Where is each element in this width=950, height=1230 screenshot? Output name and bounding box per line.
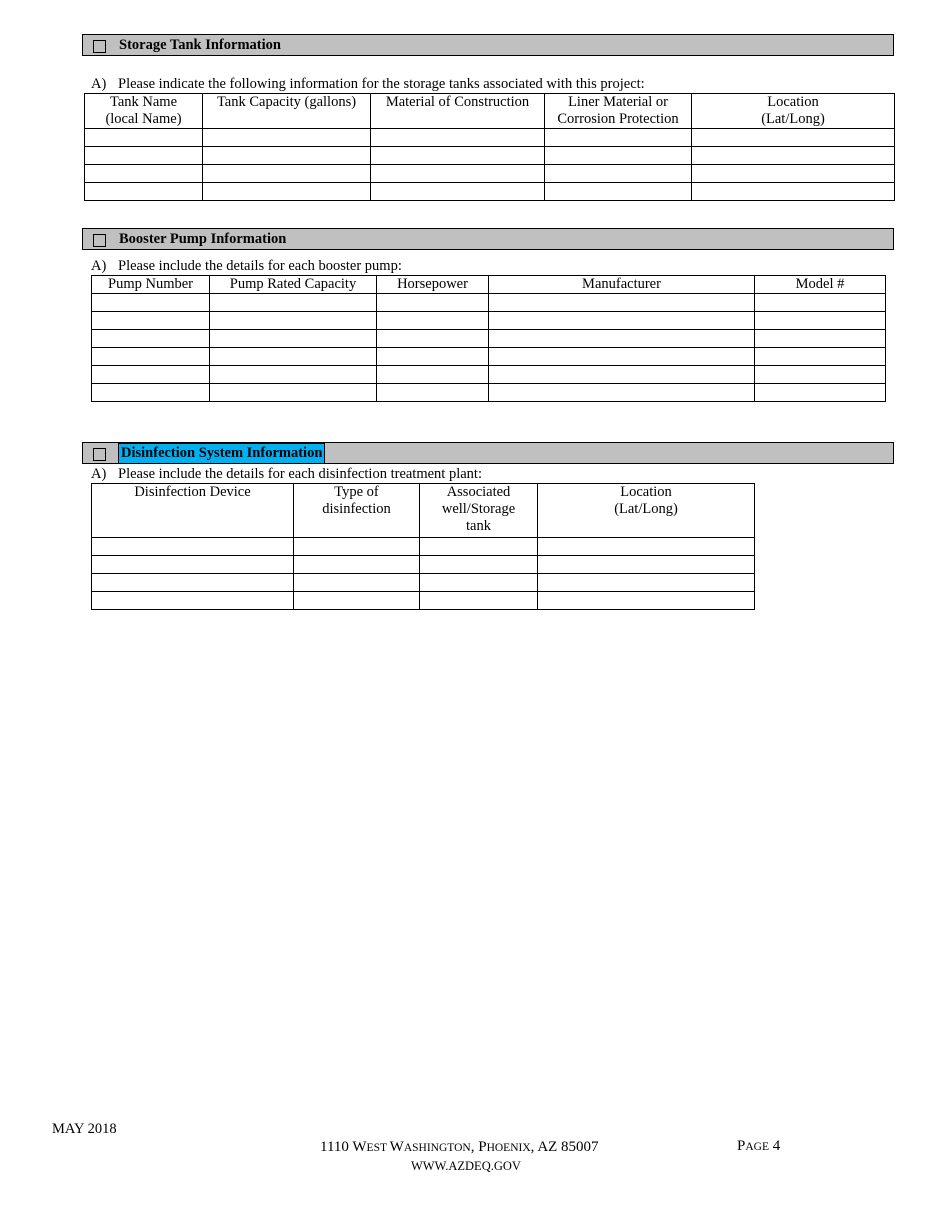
booster-pump-table — [91, 275, 886, 402]
header-material: Material of Construction — [371, 94, 545, 129]
table-row — [92, 538, 755, 556]
header-model: Model # — [755, 276, 886, 294]
header-associated-well: Associated well/Storage tank — [420, 484, 538, 538]
header-horsepower: Horsepower — [377, 276, 489, 294]
header-location: Location (Lat/Long) — [692, 94, 895, 129]
table-row — [92, 366, 886, 384]
storage-section-header — [82, 34, 894, 56]
table-header-row — [92, 276, 886, 294]
storage-section-checkbox[interactable] — [93, 40, 106, 53]
header-disinfection-type: Type of disinfection — [294, 484, 420, 538]
table-row — [85, 165, 895, 183]
header-liner-material: Liner Material or Corrosion Protection — [545, 94, 692, 129]
table-row — [92, 592, 755, 610]
footer-website: WWW.AZDEQ.GOV — [411, 1159, 521, 1173]
disinfection-table — [91, 483, 755, 610]
table-row — [85, 183, 895, 201]
table-row — [92, 384, 886, 402]
table-header-row — [92, 484, 755, 538]
table-row — [92, 294, 886, 312]
footer-date: MAY 2018 — [52, 1121, 117, 1137]
disinfection-section-title: Disinfection System Information — [118, 443, 325, 464]
table-row — [92, 574, 755, 592]
booster-instruction: A) Please include the details for each booster pump: — [91, 258, 402, 274]
disinfection-section-checkbox[interactable] — [93, 448, 106, 461]
booster-section-title: Booster Pump Information — [119, 231, 287, 247]
header-pump-capacity: Pump Rated Capacity — [210, 276, 377, 294]
table-row — [92, 312, 886, 330]
storage-section-title: Storage Tank Information — [119, 37, 281, 53]
booster-section-header — [82, 228, 894, 250]
header-pump-number: Pump Number — [92, 276, 210, 294]
table-row — [85, 129, 895, 147]
disinfection-instruction: A) Please include the details for each disinfection treatment plant: — [91, 466, 482, 482]
header-tank-capacity: Tank Capacity (gallons) — [203, 94, 371, 129]
footer-address: 1110 WEST WASHINGTON, PHOENIX, AZ 85007 — [320, 1139, 599, 1155]
disinfection-section-header — [82, 442, 894, 464]
storage-tank-table — [84, 93, 895, 201]
header-manufacturer: Manufacturer — [489, 276, 755, 294]
table-row — [85, 147, 895, 165]
table-row — [92, 348, 886, 366]
storage-instruction: A) Please indicate the following information for the storage tanks associated with this project: — [91, 76, 645, 92]
booster-section-checkbox[interactable] — [93, 234, 106, 247]
header-disinfection-device: Disinfection Device — [92, 484, 294, 538]
table-header-row — [85, 94, 895, 129]
table-row — [92, 330, 886, 348]
footer-page-number: PAGE 4 — [737, 1138, 781, 1154]
table-row — [92, 556, 755, 574]
header-tank-name: Tank Name (local Name) — [85, 94, 203, 129]
header-disinfection-location: Location (Lat/Long) — [538, 484, 755, 538]
